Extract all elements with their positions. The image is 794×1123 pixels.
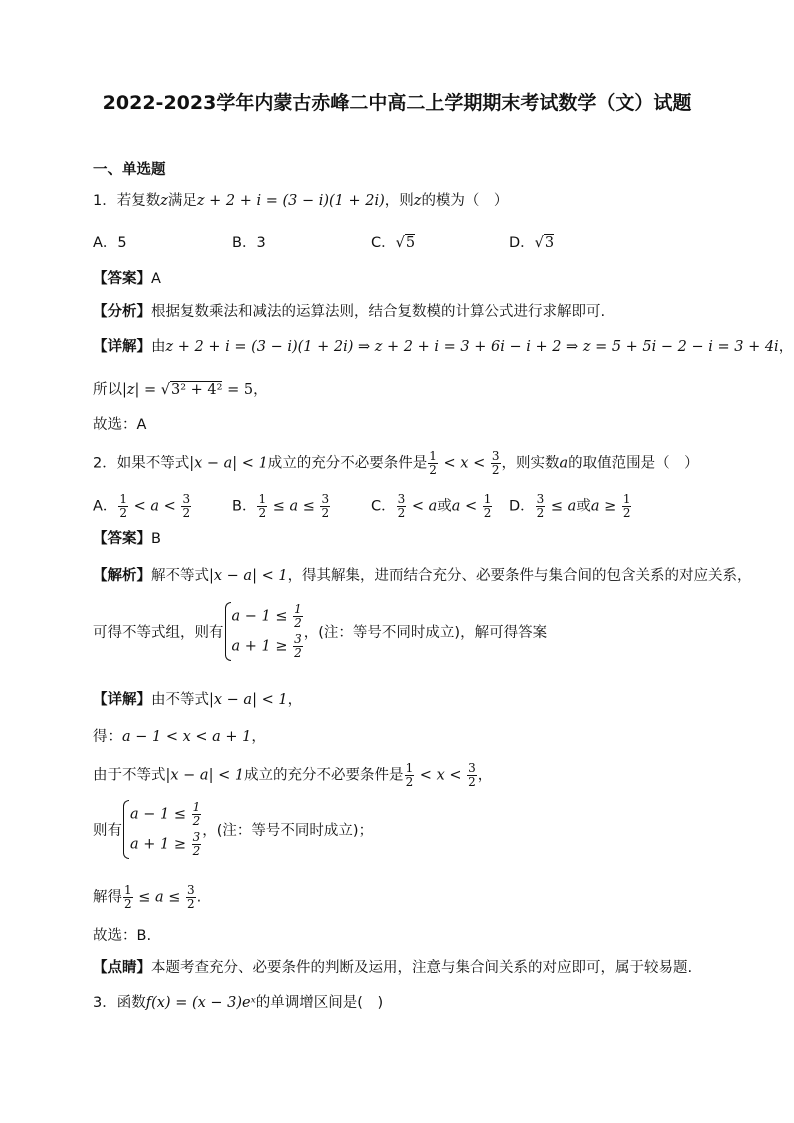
q2-option-a: A． $\frac{1}{2}$ < a < $\frac{3}{2}$: [93, 492, 191, 520]
q2-jiexi: 【解析】解不等式|x − a| < 1，得其解集，进而结合充分、必要条件与集合间的包含关系的对应关系，: [93, 568, 752, 584]
q2-detail-5: 解得 $\frac{1}{2}$ ≤ a ≤ $\frac{3}{2}$ .: [93, 883, 202, 911]
q2-detail-1: 【详解】由不等式|x − a| < 1，: [93, 692, 303, 708]
question-2: 2．如果不等式|x − a| < 1成立的充分不必要条件是 $\frac{1}{2}$ < x < $\frac{3}{2}$ ，则实数a的取值范围是（ ）: [93, 449, 699, 477]
q1-option-a: A．5: [93, 235, 127, 251]
q1-detail-2: 所以|z| = √3² + 4² = 5，: [93, 382, 268, 398]
q1-analysis: 【分析】根据复数乘法和减法的运算法则，结合复数模的计算公式进行求解即可.: [93, 304, 606, 320]
q2-system-1: 可得不等式组，则有 a − 1 ≤ $\frac{1}{2}$ a + 1 ≥ $\frac{3}{2}$ ，(注：等号不同时成立)，解可得答案: [93, 600, 547, 663]
q1-option-d: D．√3: [509, 235, 555, 251]
q2-answer: 【答案】B: [93, 531, 161, 547]
question-3: 3．函数f(x) = (x − 3)eˣ的单调增区间是( ): [93, 995, 384, 1011]
q2-system-2: 则有 a − 1 ≤ $\frac{1}{2}$ a + 1 ≥ $\frac{3}{2}$ ，(注：等号不同时成立)；: [93, 798, 373, 861]
q1-choose: 故选：A: [93, 417, 147, 433]
q2-comment: 【点睛】本题考查充分、必要条件的判断及运用，注意与集合间关系的对应即可，属于较易题.: [93, 960, 693, 976]
q2-option-c: C． $\frac{3}{2}$ < a或a < $\frac{1}{2}$: [371, 492, 492, 520]
q2-choose: 故选：B.: [93, 928, 152, 944]
q2-detail-2: 得：a − 1 < x < a + 1，: [93, 729, 266, 745]
q1-option-b: B．3: [232, 235, 266, 251]
q1-answer: 【答案】A: [93, 271, 161, 287]
page-title: 2022-2023学年内蒙古赤峰二中高二上学期期末考试数学（文）试题: [102, 92, 692, 114]
q1-detail: 【详解】由z + 2 + i = (3 − i)(1 + 2i) ⇒ z + 2 + i = 3 + 6i − i + 2 ⇒ z = 5 + 5i − 2 − i = 3 + 4i，: [93, 339, 794, 355]
q2-detail-3: 由于不等式|x − a| < 1成立的充分不必要条件是 $\frac{1}{2}$ < x < $\frac{3}{2}$ ，: [93, 761, 493, 789]
q2-option-d: D． $\frac{3}{2}$ ≤ a或a ≥ $\frac{1}{2}$: [509, 492, 631, 520]
section-heading: 一、单选题: [93, 162, 166, 178]
q1-option-c: C．√5: [371, 235, 416, 251]
q2-option-b: B． $\frac{1}{2}$ ≤ a ≤ $\frac{3}{2}$: [232, 492, 330, 520]
question-1: 1．若复数z满足z + 2 + i = (3 − i)(1 + 2i)，则z的模为（ ）: [93, 193, 509, 209]
